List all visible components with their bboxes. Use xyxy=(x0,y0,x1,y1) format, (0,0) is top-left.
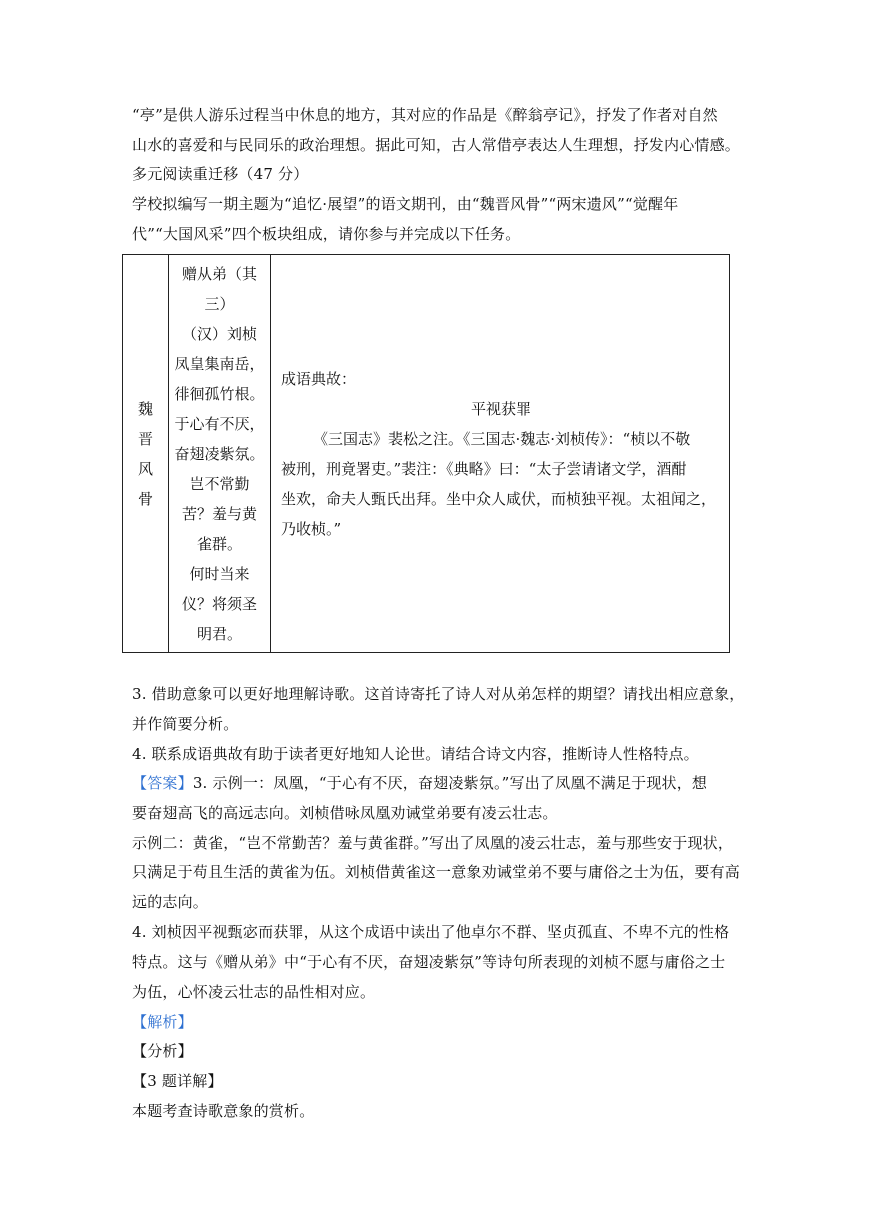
poem-line: 苦？羞与黄 xyxy=(181,504,257,523)
intro-line: 代”“大国风采”四个板块组成，请你参与并完成以下任务。 xyxy=(132,225,521,243)
story-line: 被刑，刑竟署吏。”裴注：《典略》曰：“太子尝请诸文学，酒酣 xyxy=(281,459,687,478)
answer-line: 只满足于苟且生活的黄雀为伍。刘桢借黄雀这一意象劝诫堂弟不要与庸俗之士为伍，要有高 xyxy=(132,863,741,881)
section-char: 风 xyxy=(137,459,153,478)
section-heading: 多元阅读重迁移（47 分） xyxy=(132,165,309,183)
answer-tag: 【答案】 xyxy=(132,774,193,792)
answer-text: 3. 示例一：凤凰，“于心有不厌，奋翅凌紫氛。”写出了凤凰不满足于现状，想 xyxy=(192,774,708,792)
story-line: 《三国志》裴松之注。《三国志·魏志·刘桢传》：“桢以不敬 xyxy=(313,429,691,448)
section-char: 晋 xyxy=(137,429,153,448)
poem-line: 仪？将须圣 xyxy=(181,594,257,613)
poem-line: 赠从弟（其 xyxy=(181,264,257,283)
poem-line: 凤皇集南岳， xyxy=(174,354,265,373)
story-title: 平视获罪 xyxy=(470,399,531,418)
answer-line: 远的志向。 xyxy=(132,893,209,911)
section-char: 魏 xyxy=(137,399,153,418)
intro-line: 学校拟编写一期主题为“追忆·展望”的语文期刊，由“魏晋风骨”“两宋遗风”“觉醒年 xyxy=(132,195,679,213)
detail-text: 本题考查诗歌意象的赏析。 xyxy=(132,1102,315,1120)
answer-line: 为伍，心怀凌云壮志的品性相对应。 xyxy=(132,983,376,1001)
detail-tag: 【3 题详解】 xyxy=(132,1072,223,1090)
material-table xyxy=(122,254,730,653)
answer-line: 4. 刘桢因平视甄宓而获罪，从这个成语中读出了他卓尔不群、坚贞孤直、不卑不亢的性格 xyxy=(132,923,730,941)
fenxi-tag: 【分析】 xyxy=(132,1042,193,1060)
answer-first-line xyxy=(132,773,742,793)
poem-line: （汉）刘桢 xyxy=(181,324,257,343)
section-char: 骨 xyxy=(137,489,153,508)
answer-line: 要奋翅高飞的高远志向。刘桢借咏凤凰劝诫堂弟要有凌云壮志。 xyxy=(132,804,558,822)
poem-line: 明君。 xyxy=(196,624,242,643)
poem-line: 于心有不厌， xyxy=(174,414,265,433)
poem-line: 奋翅凌紫氛。 xyxy=(174,444,265,463)
poem-cell xyxy=(169,255,271,653)
poem-line: 岂不常勤 xyxy=(189,474,250,493)
intro-line: “亭”是供人游乐过程当中休息的地方，其对应的作品是《醉翁亭记》，抒发了作者对自然 xyxy=(132,106,718,124)
poem-line: 何时当来 xyxy=(189,564,250,583)
story-label: 成语典故： xyxy=(281,369,357,388)
answer-line: 示例二：黄雀，“岂不常勤苦？羞与黄雀群。”写出了凤凰的凌云壮志，羞与那些安于现状， xyxy=(132,834,734,852)
idiom-story-cell xyxy=(271,255,730,653)
section-name-cell xyxy=(123,255,169,653)
poem-line: 徘徊孤竹根。 xyxy=(174,384,265,403)
poem-line: 雀群。 xyxy=(196,534,242,553)
story-line: 乃收桢。” xyxy=(281,519,342,538)
question-3: 3. 借助意象可以更好地理解诗歌。这首诗寄托了诗人对从弟怎样的期望？请找出相应意象， xyxy=(132,685,745,703)
story-line: 坐欢，命夫人甄氏出拜。坐中众人咸伏，而桢独平视。太祖闻之， xyxy=(281,489,717,508)
poem-line: 三） xyxy=(204,294,235,313)
analysis-tag: 【解析】 xyxy=(132,1013,193,1031)
answer-line: 特点。这与《赠从弟》中“于心有不厌，奋翅凌紫氛”等诗句所表现的刘桢不愿与庸俗之士 xyxy=(132,953,726,971)
question-3-cont: 并作简要分析。 xyxy=(132,715,239,733)
question-4: 4. 联系成语典故有助于读者更好地知人论世。请结合诗文内容，推断诗人性格特点。 xyxy=(132,745,699,763)
intro-line: 山水的喜爱和与民同乐的政治理想。据此可知，古人常借亭表达人生理想，抒发内心情感。 xyxy=(132,136,741,154)
